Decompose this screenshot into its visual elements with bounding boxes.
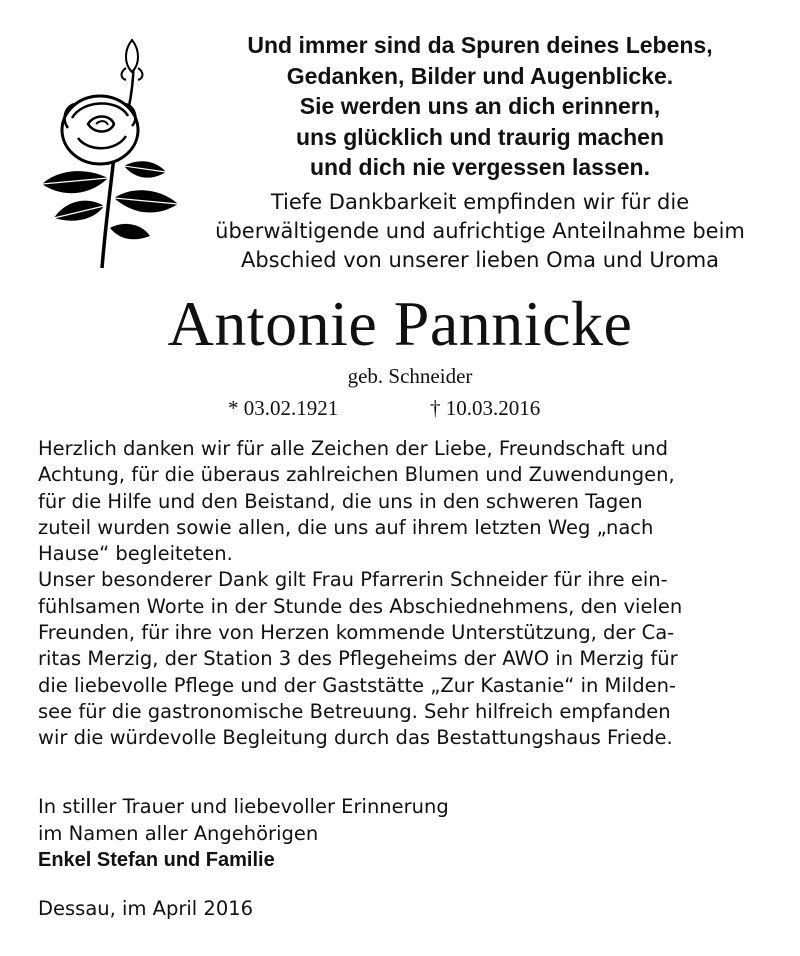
poem-line: uns glücklich und traurig machen bbox=[295, 123, 665, 150]
body-line: die liebevolle Pflege und der Gaststätte „Zur Kastanie“ in Milden- bbox=[38, 673, 676, 697]
deceased-name: Antonie Pannicke bbox=[167, 288, 633, 359]
intro-line: Abschied von unserer lieben Oma und Uroma bbox=[240, 248, 720, 272]
poem-line: Gedanken, Bilder und Augenblicke. bbox=[286, 62, 674, 89]
signer: Enkel Stefan und Familie bbox=[38, 849, 275, 871]
closing bbox=[38, 794, 778, 874]
body-line: see für die gastronomische Betreuung. Sehr hilfreich empfanden bbox=[38, 699, 671, 723]
body-line: ritas Merzig, der Station 3 des Pflegeheims der AWO in Merzig für bbox=[38, 647, 678, 671]
thanks-body bbox=[38, 436, 778, 752]
closing-line: In stiller Trauer und liebevoller Erinnerung bbox=[38, 795, 449, 818]
life-dates bbox=[0, 394, 800, 424]
rose-icon bbox=[28, 28, 198, 278]
intro-line: Tiefe Dankbarkeit empfinden wir für die bbox=[270, 190, 690, 214]
poem-line: und dich nie vergessen lassen. bbox=[309, 154, 650, 180]
birth-date: * 03.02.1921 bbox=[228, 396, 339, 420]
intro-line: überwältigende und aufrichtige Anteilnahme beim bbox=[215, 219, 745, 243]
body-line: Unser besonderer Dank gilt Frau Pfarrerin Schneider für ihre ein- bbox=[38, 568, 668, 592]
body-line: Achtung, für die überaus zahlreichen Blumen und Zuwendungen, bbox=[38, 463, 675, 487]
thanks-intro bbox=[190, 188, 770, 275]
maiden-name: geb. Schneider bbox=[347, 364, 473, 388]
body-line: wir die würdevolle Begleitung durch das Bestattungshaus Friede. bbox=[38, 726, 673, 750]
body-line: Freunden, für ihre von Herzen kommende Unterstützung, der Ca- bbox=[38, 621, 675, 645]
body-line: Herzlich danken wir für alle Zeichen der Liebe, Freundschaft und bbox=[38, 437, 669, 460]
poem-line: Und immer sind da Spuren deines Lebens, bbox=[247, 32, 713, 58]
poem bbox=[190, 30, 770, 183]
body-line: zuteil wurden sowie allen, die uns auf ihrem letzten Weg „nach bbox=[38, 515, 654, 539]
body-line: fühlsamen Worte in der Stunde des Abschiednehmens, den vielen bbox=[38, 594, 683, 618]
body-line: Hause“ begleiteten. bbox=[38, 542, 233, 566]
death-date: † 10.03.2016 bbox=[430, 396, 541, 420]
closing-line: im Namen aller Angehörigen bbox=[38, 821, 319, 845]
poem-line: Sie werden uns an dich erinnern, bbox=[299, 93, 661, 119]
place-and-date: Dessau, im April 2016 bbox=[38, 897, 254, 920]
body-line: für die Hilfe und den Beistand, die uns in den schweren Tagen bbox=[38, 489, 643, 513]
